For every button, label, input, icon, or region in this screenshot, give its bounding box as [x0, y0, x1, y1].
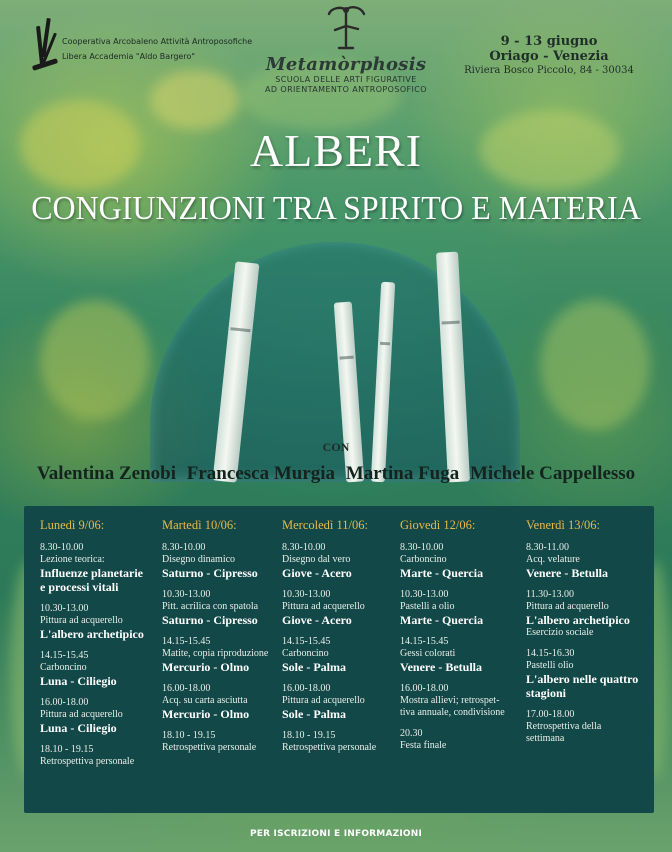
slot-time: 16.00-18.00	[40, 697, 89, 708]
slot-description: Pittura ad acquerello	[40, 615, 123, 626]
slot-time: 8.30-10.00	[40, 542, 84, 553]
slot-description: Pittura ad acquerello	[282, 695, 365, 706]
metamorphosis-brand	[258, 2, 434, 95]
slot-time: 18.10 - 19.15	[282, 730, 336, 741]
artist-name: Michele Cappellesso	[470, 463, 636, 484]
schedule-slot	[526, 648, 638, 700]
slot-description: Acq. velature	[526, 554, 580, 565]
day-column-thursday	[400, 506, 505, 761]
slot-theme: Venere - Betulla	[400, 660, 482, 674]
slot-description: Retrospettiva personale	[40, 756, 135, 767]
artists-list	[0, 463, 672, 485]
slot-theme: e processi vitali	[40, 580, 119, 594]
schedule-slot	[282, 589, 376, 627]
schedule-slot	[526, 589, 638, 639]
day-heading: Lunedì 9/06:	[40, 518, 105, 532]
slot-description: Esercizio sociale	[526, 627, 594, 638]
slot-time: 14.15-15.45	[162, 636, 211, 647]
slot-description: Acq. su carta asciutta	[162, 695, 248, 706]
cooperative-line: Cooperativa Arcobaleno Attività Antroposofiche	[62, 37, 253, 46]
schedule-slot	[282, 730, 376, 754]
slot-time: 8.30-10.00	[162, 542, 206, 553]
day-column-wednesday	[282, 506, 376, 763]
slot-time: 14.15-16.30	[526, 648, 575, 659]
slot-theme: Influenze planetarie	[40, 566, 143, 580]
slot-theme: Sole - Palma	[282, 707, 346, 721]
artist-name: Valentina Zenobi	[36, 463, 177, 484]
slot-time: 10.30-13.00	[400, 589, 449, 600]
slot-time: 17.00-18.00	[526, 709, 575, 720]
slot-time: 14.15-15.45	[400, 636, 449, 647]
foliage-dapple	[540, 300, 650, 430]
slot-time: 14.15-15.45	[40, 650, 89, 661]
cooperative-logo	[34, 18, 60, 80]
with-label: CON	[322, 440, 350, 454]
schedule-slot	[162, 589, 268, 627]
brand-subtitle-2: AD ORIENTAMENTO ANTROPOSOFICO	[265, 85, 427, 94]
slot-description: settimana	[526, 733, 565, 744]
slot-theme: Saturno - Cipresso	[162, 613, 258, 627]
slot-description: Mostra allievi; retrospet-	[400, 695, 500, 706]
slot-time: 8.30-10.00	[282, 542, 326, 553]
slot-theme: Giove - Acero	[282, 613, 352, 627]
page-subtitle: CONGIUNZIONI TRA SPIRITO E MATERIA	[31, 190, 641, 227]
slot-time: 8.30-11.00	[526, 542, 569, 553]
slot-time: 8.30-10.00	[400, 542, 444, 553]
slot-theme: Mercurio - Olmo	[162, 660, 250, 674]
schedule-slot	[282, 542, 376, 580]
slot-theme: Mercurio - Olmo	[162, 707, 250, 721]
slot-theme: L'albero archetipico	[526, 613, 630, 627]
schedule-slot	[162, 683, 268, 721]
schedule-slot	[282, 636, 376, 674]
event-dates	[464, 34, 634, 76]
address: Riviera Bosco Piccolo, 84 - 30034	[464, 65, 634, 76]
schedule-slot	[162, 542, 268, 580]
slot-description: Carboncino	[40, 662, 87, 673]
schedule-panel	[24, 506, 654, 813]
slot-time: 10.30-13.00	[282, 589, 331, 600]
slot-description: Retrospettiva personale	[162, 742, 257, 753]
slot-description: Disegno dinamico	[162, 554, 236, 565]
slot-theme: Saturno - Cipresso	[162, 566, 258, 580]
birch-trunk	[334, 302, 365, 483]
slot-theme: Sole - Palma	[282, 660, 346, 674]
schedule-slot	[40, 744, 144, 768]
day-column-tuesday	[162, 506, 268, 763]
slot-theme: Giove - Acero	[282, 566, 352, 580]
slot-time: 16.00-18.00	[400, 683, 449, 694]
day-column-monday	[40, 506, 144, 777]
slot-theme: Marte - Quercia	[400, 566, 484, 580]
artist-name: Martina Fuga	[345, 463, 460, 484]
slot-description: Retrospettiva della	[526, 721, 602, 732]
day-column-friday	[526, 506, 638, 754]
slot-description: Pittura ad acquerello	[282, 601, 365, 612]
schedule-slot	[40, 542, 144, 594]
schedule-slot	[400, 589, 505, 627]
slot-time: 10.30-13.00	[40, 603, 89, 614]
slot-theme: Venere - Betulla	[526, 566, 608, 580]
schedule-slot	[400, 542, 505, 580]
date-range: 9 - 13 giugno	[500, 34, 598, 49]
slot-time: 10.30-13.00	[162, 589, 211, 600]
schedule-slot	[400, 636, 505, 674]
schedule-slot	[162, 636, 268, 674]
slot-time: 16.00-18.00	[162, 683, 211, 694]
schedule-slot	[162, 730, 268, 754]
brand-name: Metamòrphosis	[265, 54, 427, 75]
slot-theme: Marte - Quercia	[400, 613, 484, 627]
schedule-slot	[40, 650, 144, 688]
slot-time: 16.00-18.00	[282, 683, 331, 694]
schedule-slot	[526, 542, 638, 580]
day-heading: Venerdì 13/06:	[526, 518, 600, 532]
slot-time: 20.30	[400, 728, 423, 739]
slot-description: Disegno dal vero	[282, 554, 351, 565]
slot-description: Pitt. acrilica con spatola	[162, 601, 259, 612]
slot-description: Pastelli olio	[526, 660, 574, 671]
slot-description: Lezione teorica:	[40, 554, 105, 565]
slot-description: Carboncino	[400, 554, 447, 565]
foliage-dapple	[40, 300, 150, 420]
slot-description: Retrospettiva personale	[282, 742, 377, 753]
slot-description: tiva annuale, condivisione	[400, 707, 505, 718]
slot-theme: L'albero archetipico	[40, 627, 144, 641]
slot-theme: stagioni	[526, 686, 567, 700]
slot-time: 18.10 - 19.15	[162, 730, 216, 741]
slot-time: 18.10 - 19.15	[40, 744, 94, 755]
slot-time: 11.30-13.00	[526, 589, 574, 600]
slot-description: Carboncino	[282, 648, 329, 659]
slot-theme: L'albero nelle quattro	[526, 672, 639, 686]
slot-description: Festa finale	[400, 740, 447, 751]
foliage-dapple	[150, 70, 240, 130]
schedule-slot	[400, 683, 505, 719]
tree-figure-icon	[321, 2, 371, 54]
slot-description: Pittura ad acquerello	[526, 601, 609, 612]
registration-info: PER ISCRIZIONI E INFORMAZIONI	[249, 829, 423, 839]
schedule-slot	[400, 728, 505, 752]
academy-line: Libera Accademia "Aldo Bargero"	[62, 52, 196, 61]
slot-description: Pastelli a olio	[400, 601, 455, 612]
location: Oriago - Venezia	[489, 49, 609, 64]
schedule-slot	[40, 697, 144, 735]
schedule-slot	[526, 709, 638, 745]
schedule-slot	[40, 603, 144, 641]
artist-name: Francesca Murgia	[186, 463, 336, 484]
slot-time: 14.15-15.45	[282, 636, 331, 647]
slot-description: Pittura ad acquerello	[40, 709, 123, 720]
schedule-slot	[282, 683, 376, 721]
slot-theme: Luna - Ciliegio	[40, 674, 117, 688]
day-heading: Martedì 10/06:	[162, 518, 237, 532]
slot-theme: Luna - Ciliegio	[40, 721, 117, 735]
cooperative-names	[62, 34, 252, 64]
day-heading: Mercoledì 11/06:	[282, 518, 368, 532]
slot-description: Matite, copia riproduzione	[162, 648, 269, 659]
brand-subtitle: SCUOLA DELLE ARTI FIGURATIVE	[275, 75, 417, 84]
slot-description: Gessi colorati	[400, 648, 456, 659]
day-heading: Giovedì 12/06:	[400, 518, 476, 532]
page-title: ALBERI	[249, 125, 423, 176]
